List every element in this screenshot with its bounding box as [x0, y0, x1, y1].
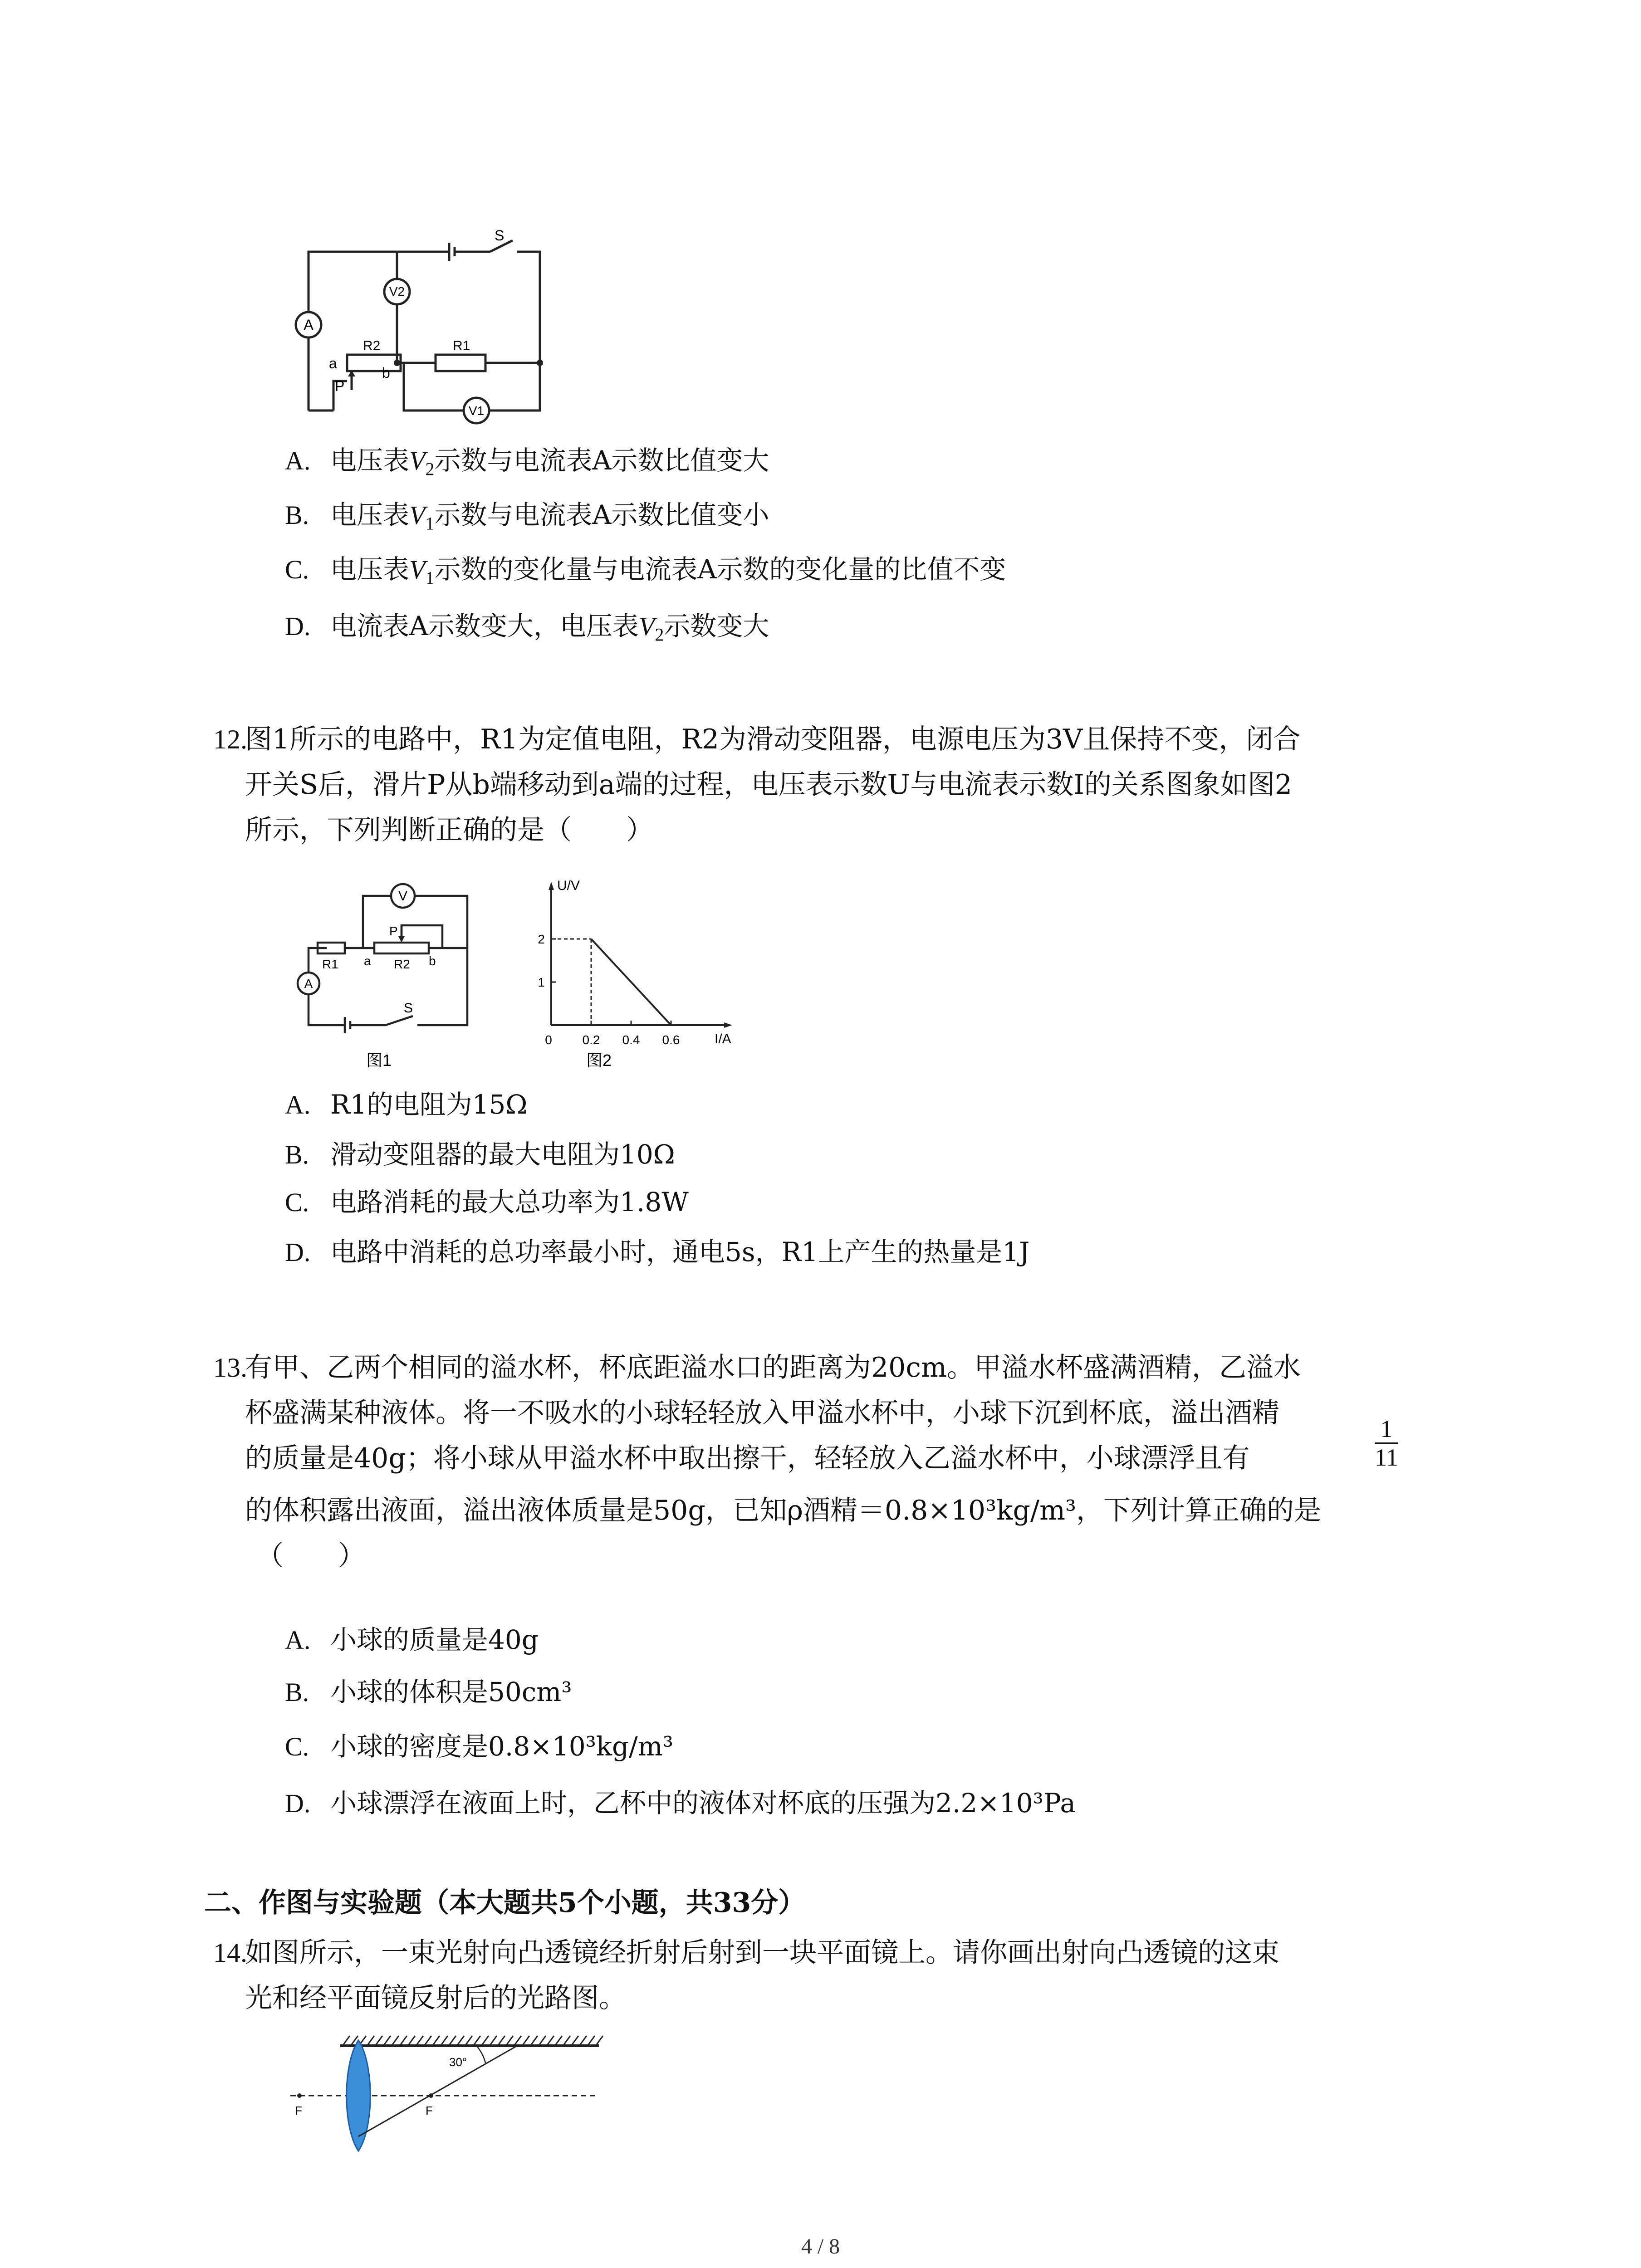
question-12	[213, 717, 1470, 853]
mirror-hatch-line	[539, 2036, 546, 2046]
x-tick-label: 0.6	[662, 1033, 680, 1047]
y-tick-label: 2	[538, 932, 545, 946]
fraction-numerator: 1	[1375, 1415, 1398, 1444]
q13-option-b[interactable]: B. 小球的体积是50cm³	[285, 1674, 572, 1711]
q12-fig1-label-a: a	[364, 954, 371, 968]
mirror-hatch-line	[571, 2036, 578, 2046]
fraction	[1375, 1415, 1398, 1471]
mirror-hatch-line	[432, 2036, 440, 2046]
q12-option-d[interactable]: D. 电路中消耗的总功率最小时，通电5s，R1上产生的热量是1J	[285, 1234, 1029, 1271]
q12-chart-ylabel: U/V	[557, 878, 580, 893]
q14-lens-mirror-diagram	[281, 2028, 608, 2155]
question-14	[213, 1930, 1470, 2021]
section-heading: 二、作图与实验题（本大题共5个小题，共33分）	[204, 1887, 806, 1919]
question-text-line: 的体积露出液面，溢出液体质量是50g，已知ρ酒精＝0.8×10³kg/m³，下列计算正确的是	[245, 1495, 1322, 1526]
q12-option-a[interactable]: A. R1的电阻为15Ω	[285, 1086, 527, 1123]
mirror-hatch-line	[400, 2036, 407, 2046]
option-letter: D.	[285, 1237, 311, 1267]
q12-option-c[interactable]: C. 电路消耗的最大总功率为1.8W	[285, 1184, 689, 1221]
q11-fig-label-A: A	[304, 317, 314, 333]
series-line	[591, 939, 671, 1025]
question-text-line: 所示，下列判断正确的是（ ）	[245, 814, 653, 846]
mirror-hatch-line	[465, 2036, 472, 2046]
q12-fig1-caption: 图1	[366, 1051, 392, 1070]
q12-fig1-label-R1: R1	[322, 957, 338, 971]
q11-fig-label-a: a	[329, 355, 337, 371]
mirror-hatch-line	[490, 2036, 497, 2046]
mirror-hatch-line	[367, 2036, 374, 2046]
q11-option-d[interactable]: D. 电流表A示数变大，电压表$V_2$示数变大	[285, 608, 769, 653]
q11-fig-label-V2: V2	[389, 284, 405, 298]
mirror-hatch-line	[530, 2036, 538, 2046]
mirror-hatch-line	[547, 2036, 554, 2046]
question-13	[213, 1345, 1470, 1579]
q12-fig1-label-R2: R2	[394, 957, 410, 971]
option-letter: C.	[285, 555, 309, 584]
option-letter: A.	[285, 1090, 311, 1119]
q12-fig2-caption: 图2	[586, 1051, 612, 1070]
x-tick-label: 0.4	[622, 1033, 640, 1047]
mirror-hatch-line	[588, 2036, 595, 2046]
mirror-hatch-line	[392, 2036, 399, 2046]
option-letter: B.	[285, 1140, 309, 1169]
q11-circuit-diagram	[281, 227, 554, 426]
q13-option-c[interactable]: C. 小球的密度是0.8×10³kg/m³	[285, 1728, 673, 1765]
question-text-line: 图1所示的电路中，R1为定值电阻，R2为滑动变阻器，电源电压为3V且保持不变，闭合	[245, 723, 1301, 755]
mirror-hatch-line	[473, 2036, 480, 2046]
question-answer-blank: （ ）	[256, 1540, 365, 1572]
mirror-hatch-line	[522, 2036, 529, 2046]
q13-option-a[interactable]: A. 小球的质量是40g	[285, 1622, 539, 1658]
x-tick-label: 0	[545, 1033, 552, 1047]
mirror-hatch-line	[424, 2036, 431, 2046]
q12-fig1-label-S: S	[404, 1001, 413, 1016]
option-letter: D.	[285, 1789, 311, 1818]
page-number: 4 / 8	[801, 2234, 840, 2258]
q14-angle-label: 30°	[449, 2055, 467, 2069]
mirror-hatch-line	[457, 2036, 464, 2046]
question-number: 14.	[213, 1938, 247, 1968]
q11-option-c[interactable]: C. 电压表$V_1$示数的变化量与电流表A示数的变化量的比值不变	[285, 551, 1006, 596]
x-tick-label: 0.2	[582, 1033, 600, 1047]
option-letter: C.	[285, 1732, 309, 1761]
q12-fig1-label-P: P	[389, 924, 398, 938]
q12-fig1-circuit	[277, 880, 485, 1070]
question-text-line: 光和经平面镜反射后的光路图。	[245, 1982, 626, 2014]
q12-fig1-label-A: A	[304, 977, 313, 991]
question-number: 12.	[213, 724, 247, 754]
q11-fig-label-P: P	[335, 378, 345, 394]
question-number: 13.	[213, 1353, 247, 1383]
q14-focus-left-label: F	[295, 2104, 302, 2117]
mirror-hatch-line	[383, 2036, 391, 2046]
mirror-hatch-line	[481, 2036, 489, 2046]
mirror-hatch-line	[441, 2036, 448, 2046]
q12-chart-xlabel: I/A	[715, 1031, 731, 1046]
option-letter: B.	[285, 500, 309, 530]
q11-option-a[interactable]: A. 电压表$V_2$示数与电流表A示数比值变大	[285, 442, 769, 488]
q12-fig2-ui-graph	[531, 875, 744, 1070]
mirror-hatch-line	[506, 2036, 513, 2046]
q14-focus-right-label: F	[426, 2104, 433, 2117]
q12-fig1-label-V: V	[398, 889, 408, 904]
question-text-line: 有甲、乙两个相同的溢水杯，杯底距溢水口的距离为20cm。甲溢水杯盛满酒精，乙溢水	[245, 1352, 1301, 1383]
mirror-hatch-line	[555, 2036, 562, 2046]
q12-option-b[interactable]: B. 滑动变阻器的最大电阻为10Ω	[285, 1136, 675, 1173]
q12-fig1-label-b: b	[429, 954, 436, 968]
fraction-denominator: 11	[1375, 1444, 1398, 1471]
question-text-line: 杯盛满某种液体。将一不吸水的小球轻轻放入甲溢水杯中，小球下沉到杯底，溢出酒精	[245, 1397, 1279, 1429]
mirror-hatch-line	[375, 2036, 382, 2046]
q11-fig-label-S: S	[495, 227, 505, 244]
q11-fig-label-R2: R2	[363, 338, 381, 353]
q11-fig-label-R1: R1	[453, 338, 470, 353]
mirror-hatch-line	[579, 2036, 587, 2046]
mirror-hatch-line	[416, 2036, 423, 2046]
mirror-hatch-line	[343, 2036, 350, 2046]
q11-fig-label-V1: V1	[468, 404, 485, 418]
mirror-hatch-line	[563, 2036, 570, 2046]
option-letter: C.	[285, 1188, 309, 1217]
mirror-hatch-line	[498, 2036, 505, 2046]
q11-fig-label-b: b	[382, 365, 390, 381]
y-tick-label: 1	[538, 975, 545, 989]
option-letter: D.	[285, 611, 311, 641]
mirror-hatch-line	[449, 2036, 456, 2046]
q13-option-d[interactable]: D. 小球漂浮在液面上时，乙杯中的液体对杯底的压强为2.2×10³Pa	[285, 1785, 1076, 1822]
question-text-line: 如图所示，一束光射向凸透镜经折射后射到一块平面镜上。请你画出射向凸透镜的这束	[245, 1937, 1279, 1969]
q11-option-b[interactable]: B. 电压表$V_1$示数与电流表A示数比值变小	[285, 497, 769, 542]
mirror-hatch-line	[514, 2036, 521, 2046]
question-text-line: 的质量是40g；将小球从甲溢水杯中取出擦干，轻轻放入乙溢水杯中，小球漂浮且有 $\frac{1}{11}$	[245, 1415, 1398, 1474]
option-letter: A.	[285, 446, 311, 475]
question-text-line: 开关S后，滑片P从b端移动到a端的过程，电压表示数U与电流表示数I的关系图象如图2	[245, 769, 1293, 801]
mirror-hatch-line	[408, 2036, 415, 2046]
option-letter: B.	[285, 1677, 309, 1707]
option-letter: A.	[285, 1625, 311, 1655]
mirror-hatch-line	[596, 2036, 603, 2046]
